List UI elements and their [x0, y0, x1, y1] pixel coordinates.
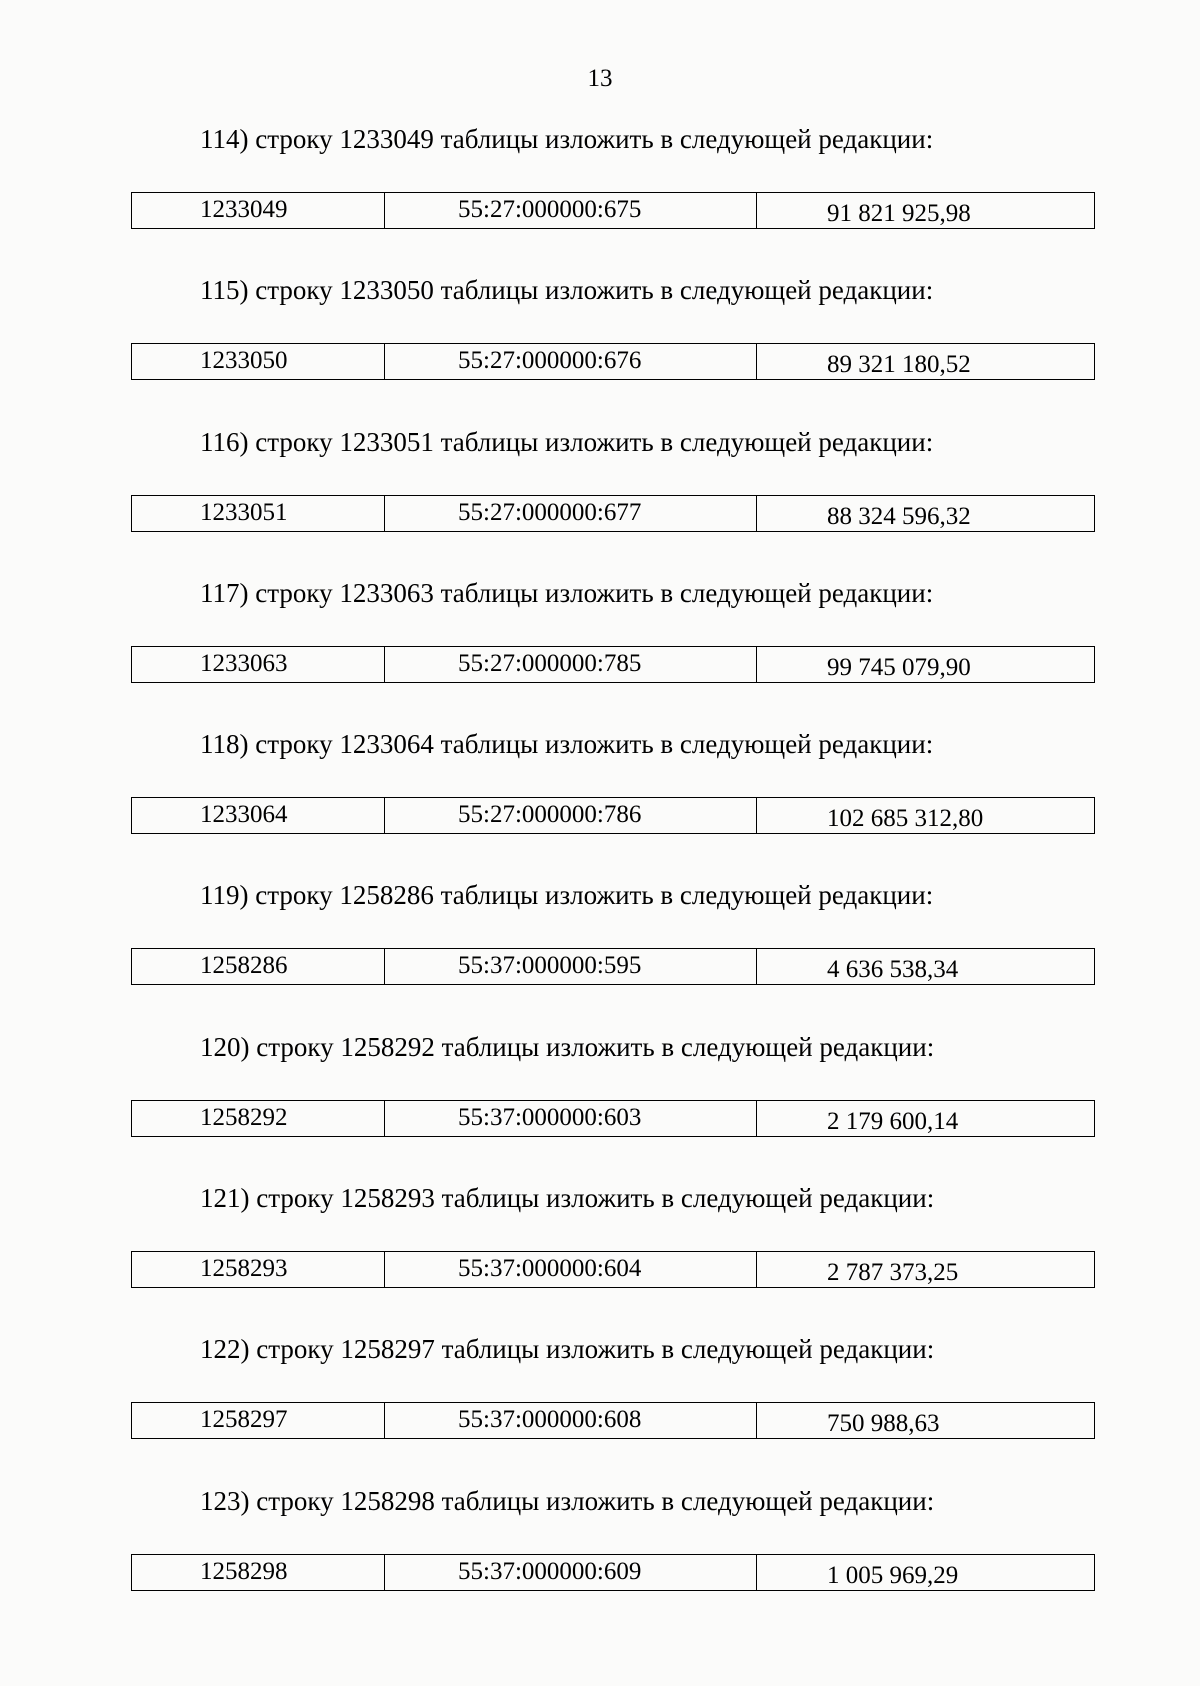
cadastral-value-cell: 2 787 373,25: [827, 1259, 959, 1287]
cadastral-value-cell: 102 685 312,80: [827, 805, 984, 833]
entry-instruction: 118) строку 1233064 таблицы изложить в следующей редакции:: [200, 729, 934, 760]
entry-instruction: 115) строку 1233050 таблицы изложить в следующей редакции:: [200, 275, 934, 306]
table-row: [131, 343, 1095, 380]
row-code-cell: 1258292: [132, 1101, 385, 1136]
page-number: 13: [587, 65, 613, 92]
entry: [0, 879, 1200, 1030]
cadastral-value-cell: 91 821 925,98: [827, 200, 971, 227]
entries-list: [0, 123, 1200, 1636]
row-code-cell: 1233051: [132, 496, 385, 531]
cadastral-number-cell: 55:37:000000:608: [385, 1403, 757, 1438]
entry: [0, 728, 1200, 879]
entry-instruction: 122) строку 1258297 таблицы изложить в следующей редакции:: [200, 1334, 935, 1365]
table-row: [131, 495, 1095, 532]
cadastral-value-cell: 750 988,63: [827, 1410, 940, 1438]
entry: [0, 123, 1200, 274]
table-row: [131, 192, 1095, 229]
entry: [0, 426, 1200, 577]
cadastral-value-cell: 88 324 596,32: [827, 502, 971, 530]
table-row: [131, 1251, 1095, 1288]
cadastral-number-cell: 55:27:000000:675: [385, 193, 757, 228]
entry: [0, 577, 1200, 728]
cadastral-number-cell: 55:37:000000:595: [385, 949, 757, 984]
row-code-cell: 1258293: [132, 1252, 385, 1287]
entry: [0, 1485, 1200, 1636]
table-row: [131, 646, 1095, 683]
cadastral-value-cell: 89 321 180,52: [827, 351, 971, 379]
row-code-cell: 1258298: [132, 1555, 385, 1590]
cadastral-number-cell: 55:27:000000:785: [385, 647, 757, 682]
entry: [0, 274, 1200, 425]
row-code-cell: 1258297: [132, 1403, 385, 1438]
entry-instruction: 123) строку 1258298 таблицы изложить в следующей редакции:: [200, 1485, 935, 1516]
entry-instruction: 117) строку 1233063 таблицы изложить в следующей редакции:: [200, 577, 934, 608]
entry: [0, 1031, 1200, 1182]
table-row: [131, 1554, 1095, 1591]
entry-instruction: 116) строку 1233051 таблицы изложить в следующей редакции:: [200, 426, 934, 457]
row-code-cell: 1233049: [132, 193, 385, 228]
row-code-cell: 1233050: [132, 344, 385, 379]
entry-instruction: 121) строку 1258293 таблицы изложить в следующей редакции:: [200, 1183, 935, 1214]
entry: [0, 1333, 1200, 1484]
row-code-cell: 1233064: [132, 798, 385, 833]
cadastral-number-cell: 55:27:000000:677: [385, 496, 757, 531]
table-row: [131, 1402, 1095, 1439]
table-row: [131, 797, 1095, 834]
table-row: [131, 1100, 1095, 1137]
cadastral-value-cell: 4 636 538,34: [827, 956, 959, 984]
cadastral-number-cell: 55:37:000000:609: [385, 1555, 757, 1590]
cadastral-value-cell: 1 005 969,29: [827, 1561, 959, 1589]
entry-instruction: 119) строку 1258286 таблицы изложить в следующей редакции:: [200, 880, 934, 911]
entry-instruction: 114) строку 1233049 таблицы изложить в следующей редакции:: [200, 124, 934, 154]
cadastral-number-cell: 55:27:000000:676: [385, 344, 757, 379]
table-row: [131, 948, 1095, 985]
cadastral-number-cell: 55:37:000000:604: [385, 1252, 757, 1287]
entry: [0, 1182, 1200, 1333]
cadastral-number-cell: 55:37:000000:603: [385, 1101, 757, 1136]
cadastral-value-cell: 99 745 079,90: [827, 653, 971, 681]
row-code-cell: 1258286: [132, 949, 385, 984]
row-code-cell: 1233063: [132, 647, 385, 682]
cadastral-value-cell: 2 179 600,14: [827, 1107, 959, 1135]
cadastral-number-cell: 55:27:000000:786: [385, 798, 757, 833]
entry-instruction: 120) строку 1258292 таблицы изложить в следующей редакции:: [200, 1031, 935, 1062]
